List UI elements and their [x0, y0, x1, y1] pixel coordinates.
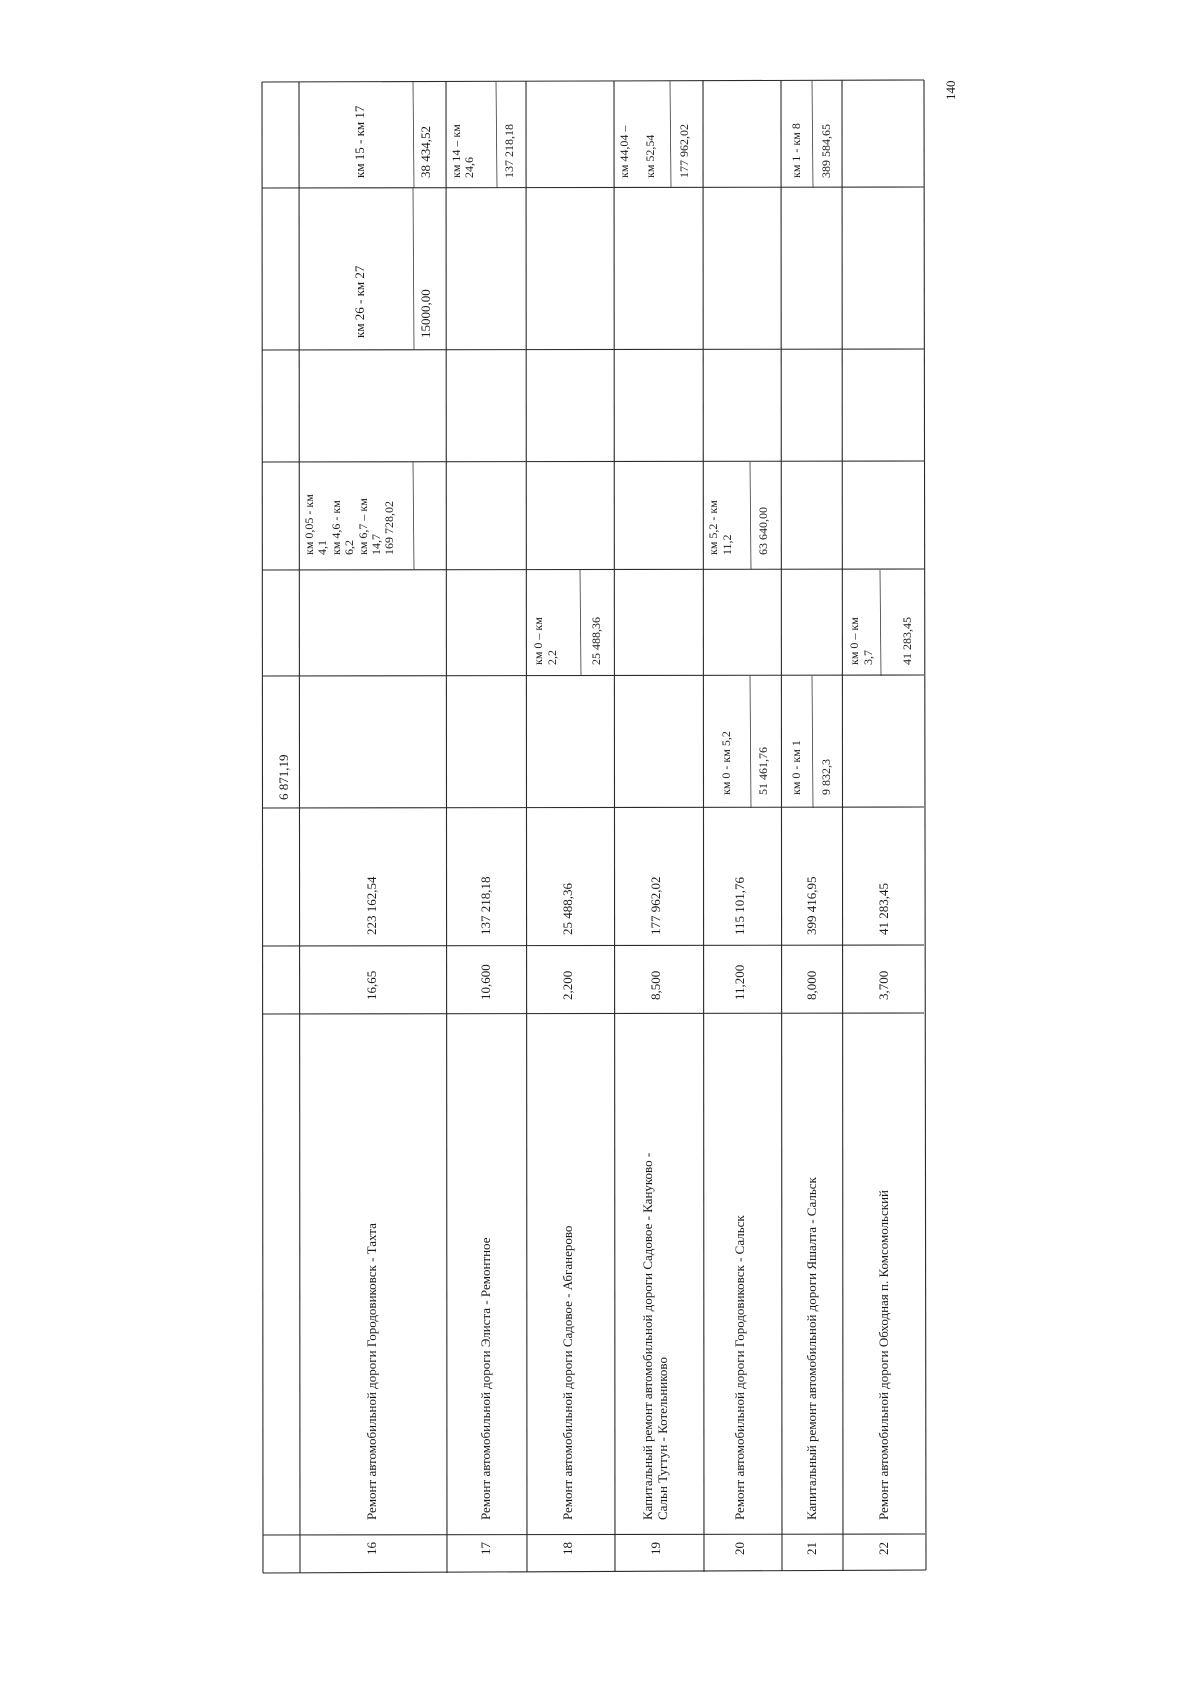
table-row-16 [302, 105, 433, 1555]
table-left-edge [262, 82, 263, 1573]
c9-sum: 15000,00 [418, 289, 433, 338]
col-sep [262, 807, 924, 808]
c5-sum: 51 461,76 [756, 747, 770, 795]
c10-line: 24,6 [462, 157, 476, 178]
c7-line: 4,1 [315, 540, 329, 555]
c7-sum: 169 728,02 [382, 501, 396, 555]
c6-sum: 25 488,36 [589, 617, 603, 665]
c7-sum: 63 640,00 [756, 507, 770, 555]
c10-line: км 44,04 – [617, 125, 631, 178]
row-number: 22 [876, 1542, 891, 1555]
cell-sub-line [413, 188, 414, 350]
strip-value: 6 871,19 [276, 754, 291, 800]
table-top-edge [262, 80, 924, 82]
cell-sub-line [750, 462, 751, 570]
c5-range: км 0 - км 5,2 [719, 731, 733, 795]
cell-sub-line [496, 81, 497, 188]
row-sep [446, 81, 447, 1573]
row-length: 2,200 [560, 970, 575, 1000]
cell-sub-line [812, 81, 813, 188]
c6-line: 3,7 [861, 650, 875, 665]
col-sep [262, 675, 924, 676]
row-sep [842, 80, 843, 1571]
row-number: 16 [364, 1542, 379, 1555]
table-bottom-edge [263, 1570, 926, 1573]
row-name: Ремонт автомобильной дороги Садовое - Абганерово [560, 1225, 575, 1520]
table-row-22 [847, 617, 914, 1555]
row-number: 19 [648, 1542, 663, 1555]
row-length: 8,500 [648, 970, 663, 1000]
c10-line: км 52,54 [643, 134, 657, 178]
table-row-19 [617, 124, 691, 1555]
row-number: 21 [804, 1542, 819, 1555]
row-total: 25 488,36 [560, 883, 575, 935]
row-number: 17 [478, 1542, 493, 1555]
row-name: Ремонт автомобильной дороги Городовиковск - Сальск [732, 1215, 747, 1520]
c10-sum: 137 218,18 [502, 124, 516, 178]
c6-line: 2,2 [545, 650, 559, 665]
c7-line: км 6,7 – км [356, 498, 370, 555]
row-total: 115 101,76 [732, 876, 747, 935]
c7-line: км 5,2 - км [706, 500, 720, 555]
row-sep [614, 81, 615, 1572]
c7-line: 6,2 [342, 540, 356, 555]
row-sep [526, 81, 527, 1572]
c6-line: км 0 – км [531, 617, 545, 665]
row-sep [703, 80, 704, 1572]
row-length: 11,200 [732, 964, 747, 1000]
c7-line: 14,7 [369, 534, 383, 555]
c6-line: км 0 – км [847, 617, 861, 665]
row-name: Капитальный ремонт автомобильной дороги Яшалта - Сальск [804, 1177, 819, 1520]
c10-line: км 14 – км [449, 124, 463, 178]
col-sep [262, 945, 924, 946]
row-total: 399 416,95 [804, 876, 819, 935]
row-number: 18 [560, 1542, 575, 1555]
row-sep [781, 80, 782, 1571]
row-name-line: Сальн Тугтун - Котельниково [655, 1357, 670, 1520]
table-row-21 [789, 123, 833, 1555]
col-sep [262, 349, 924, 350]
c10-sum: 389 584,65 [819, 124, 833, 178]
row-total: 137 218,18 [478, 876, 493, 935]
col-sep [263, 1534, 925, 1535]
row-name-line: Капитальный ремонт автомобильной дороги Садовое - Кануково - [640, 1152, 655, 1520]
cell-sub-line [413, 462, 414, 570]
cell-sub-line [580, 570, 581, 676]
row-sep [299, 82, 300, 1573]
col-sep [262, 569, 924, 570]
table-row-17 [449, 124, 516, 1555]
row-total: 41 283,45 [876, 883, 891, 935]
c7-line: км 4,6 - км [329, 500, 343, 555]
row-name: Ремонт автомобильной дороги Элиста - Ремонтное [478, 1237, 493, 1520]
c10-range: км 15 - км 17 [352, 105, 367, 178]
c6-sum: 41 283,45 [900, 617, 914, 665]
c9-range: км 26 - км 27 [352, 265, 367, 338]
cell-sub-line [880, 570, 881, 676]
page-number: 140 [943, 80, 958, 100]
cell-sub-line [670, 81, 671, 188]
table-row-18 [531, 617, 603, 1555]
c7-line: км 0,05 - км [302, 494, 316, 555]
c5-sum: 9 832,3 [819, 759, 833, 795]
row-total: 177 962,02 [648, 876, 663, 935]
row-length: 16,65 [364, 970, 379, 1000]
row-length: 10,600 [478, 964, 493, 1000]
col-sep [262, 461, 924, 462]
row-name: Ремонт автомобильной дороги Городовиковск - Тахта [364, 1223, 379, 1520]
row-length: 3,700 [876, 970, 891, 1000]
c10-sum: 177 962,02 [677, 124, 691, 178]
row-number: 20 [732, 1542, 747, 1555]
cell-sub-line [750, 676, 751, 808]
table-right-edge [924, 80, 926, 1570]
c7-line: 11,2 [720, 534, 734, 555]
row-name: Ремонт автомобильной дороги Обходная п. Комсомольский [876, 1190, 891, 1520]
c10-range: км 1 - км 8 [789, 123, 803, 178]
cell-sub-line [413, 82, 414, 188]
row-length: 8,000 [804, 970, 819, 1000]
cell-sub-line [812, 676, 813, 808]
table-row-20 [706, 500, 770, 1555]
col-sep [262, 1013, 924, 1014]
col-sep [262, 187, 924, 188]
c10-sum: 38 434,52 [418, 126, 433, 178]
row-total: 223 162,54 [364, 876, 379, 935]
c5-range: км 0 - км 1 [789, 740, 803, 795]
